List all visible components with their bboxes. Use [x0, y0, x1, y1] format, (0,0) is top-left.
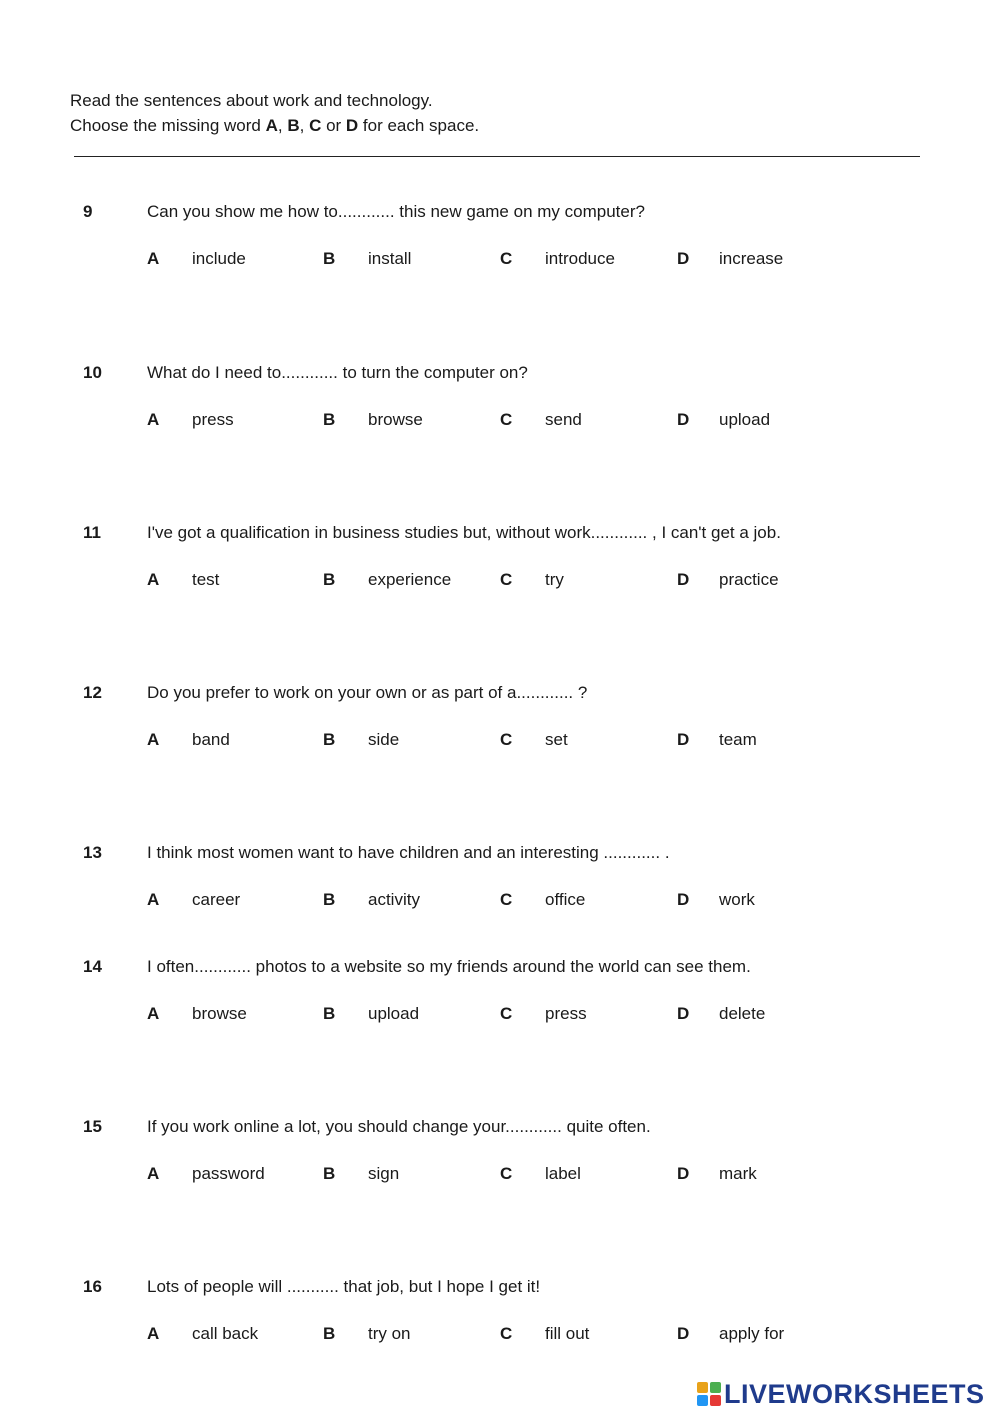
option-letter-d: D — [677, 570, 690, 589]
option-letter-b: B — [323, 410, 336, 429]
option-letter-a: A — [147, 570, 160, 589]
option-letter-a: A — [147, 730, 160, 749]
instructions-letter: B — [287, 116, 300, 135]
instructions-text: for each space. — [358, 116, 480, 135]
option-letter-c: C — [500, 1004, 513, 1023]
question-9 — [0, 202, 1000, 292]
option-a[interactable]: band — [192, 730, 230, 749]
option-letter-d: D — [677, 890, 690, 909]
question-text: I've got a qualification in business studies but, without work............ , I can't get a job. — [147, 523, 781, 542]
question-text: Do you prefer to work on your own or as part of a............ ? — [147, 683, 588, 702]
option-letter-b: B — [323, 570, 336, 589]
option-letter-d: D — [677, 249, 690, 268]
question-number: 10 — [83, 363, 102, 382]
question-text: Lots of people will ........... that job, but I hope I get it! — [147, 1277, 541, 1296]
option-letter-a: A — [147, 1004, 160, 1023]
instructions-letter: D — [345, 116, 359, 135]
logo-mark-icon — [697, 1382, 721, 1406]
question-16 — [0, 1277, 1000, 1367]
instructions-text: , — [277, 116, 288, 135]
option-letter-a: A — [147, 1164, 160, 1183]
logo-mark-tile — [697, 1382, 708, 1393]
option-d[interactable]: mark — [719, 1164, 757, 1183]
option-c[interactable]: try — [545, 570, 564, 589]
option-letter-a: A — [147, 249, 160, 268]
instructions-line-1: Read the sentences about work and technology. — [70, 91, 433, 110]
option-letter-b: B — [323, 1164, 336, 1183]
question-number: 14 — [83, 957, 102, 976]
option-a[interactable]: call back — [192, 1324, 259, 1343]
question-14 — [0, 957, 1000, 1047]
option-b[interactable]: experience — [368, 570, 452, 589]
question-number: 13 — [83, 843, 102, 862]
question-text: I think most women want to have children and an interesting ............ . — [147, 843, 670, 862]
option-letter-d: D — [677, 730, 690, 749]
option-b[interactable]: browse — [368, 410, 423, 429]
question-number: 11 — [83, 523, 101, 542]
question-15 — [0, 1117, 1000, 1207]
option-letter-c: C — [500, 249, 513, 268]
option-d[interactable]: work — [719, 890, 755, 909]
option-letter-a: A — [147, 1324, 160, 1343]
instructions-text: Choose the missing word — [70, 116, 266, 135]
question-text: Can you show me how to............ this new game on my computer? — [147, 202, 645, 221]
option-d[interactable]: apply for — [719, 1324, 785, 1343]
option-d[interactable]: team — [719, 730, 757, 749]
question-12 — [0, 683, 1000, 773]
option-letter-b: B — [323, 249, 336, 268]
logo-text: LIVEWORKSHEETS — [724, 1378, 985, 1409]
option-d[interactable]: delete — [719, 1004, 766, 1023]
question-13 — [0, 843, 1000, 933]
instructions-letter: A — [265, 116, 278, 135]
option-letter-b: B — [323, 1324, 336, 1343]
option-a[interactable]: career — [192, 890, 241, 909]
option-b[interactable]: try on — [368, 1324, 411, 1343]
option-letter-c: C — [500, 730, 513, 749]
option-letter-d: D — [677, 1004, 690, 1023]
instructions-letter: C — [309, 116, 322, 135]
option-letter-b: B — [323, 890, 336, 909]
option-letter-d: D — [677, 1164, 690, 1183]
instructions-line-2 — [70, 113, 479, 138]
option-d[interactable]: increase — [719, 249, 784, 268]
logo-mark-tile — [710, 1382, 721, 1393]
option-d[interactable]: practice — [719, 570, 779, 589]
option-d[interactable]: upload — [719, 410, 771, 429]
option-letter-c: C — [500, 410, 513, 429]
option-letter-c: C — [500, 1324, 513, 1343]
question-number: 16 — [83, 1277, 102, 1296]
option-letter-d: D — [677, 410, 690, 429]
option-a[interactable]: press — [192, 410, 234, 429]
option-letter-c: C — [500, 570, 513, 589]
option-letter-a: A — [147, 410, 160, 429]
option-b[interactable]: install — [368, 249, 412, 268]
question-number: 15 — [83, 1117, 102, 1136]
option-c[interactable]: introduce — [545, 249, 615, 268]
option-letter-c: C — [500, 890, 513, 909]
option-letter-b: B — [323, 730, 336, 749]
option-b[interactable]: upload — [368, 1004, 420, 1023]
option-b[interactable]: activity — [368, 890, 420, 909]
option-c[interactable]: set — [545, 730, 568, 749]
question-text: What do I need to............ to turn the computer on? — [147, 363, 528, 382]
option-a[interactable]: test — [192, 570, 220, 589]
option-letter-d: D — [677, 1324, 690, 1343]
divider — [74, 156, 920, 157]
option-c[interactable]: label — [545, 1164, 581, 1183]
instructions — [70, 88, 479, 138]
logo-mark-tile — [710, 1395, 721, 1406]
logo-mark-tile — [697, 1395, 708, 1406]
option-c[interactable]: press — [545, 1004, 587, 1023]
question-10 — [0, 363, 1000, 453]
option-c[interactable]: fill out — [545, 1324, 590, 1343]
option-a[interactable]: browse — [192, 1004, 247, 1023]
instructions-text: , — [299, 116, 310, 135]
option-c[interactable]: send — [545, 410, 582, 429]
option-letter-a: A — [147, 890, 160, 909]
question-11 — [0, 523, 1000, 613]
option-letter-b: B — [323, 1004, 336, 1023]
question-number: 12 — [83, 683, 102, 702]
instructions-text: or — [321, 116, 346, 135]
question-text: I often............ photos to a website so my friends around the world can see them. — [147, 957, 751, 976]
question-number: 9 — [83, 202, 93, 221]
liveworksheets-logo — [697, 1378, 985, 1410]
option-letter-c: C — [500, 1164, 513, 1183]
option-b[interactable]: sign — [368, 1164, 400, 1183]
option-b[interactable]: side — [368, 730, 400, 749]
option-c[interactable]: office — [545, 890, 586, 909]
option-a[interactable]: password — [192, 1164, 265, 1183]
option-a[interactable]: include — [192, 249, 246, 268]
question-text: If you work online a lot, you should change your............ quite often. — [147, 1117, 651, 1136]
